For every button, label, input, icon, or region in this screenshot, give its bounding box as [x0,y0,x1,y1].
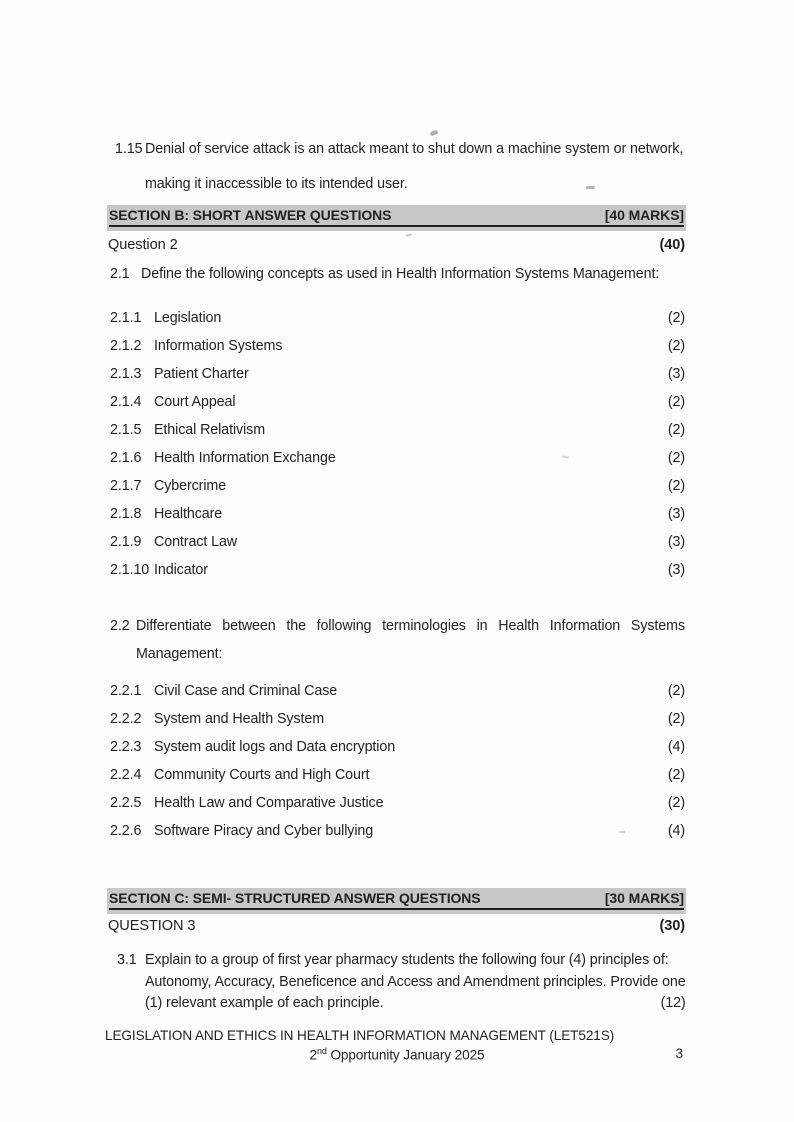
item-marks: (3) [667,506,685,522]
question-text: Define the following concepts as used in Health Information Systems Management: [141,266,660,282]
item-number: 2.2.2 [110,711,142,727]
list-item [110,444,685,472]
question-number: 1.15 [115,141,143,157]
item-text: System audit logs and Data encryption [154,739,396,755]
footer-opportunity-ordinal: nd [316,1046,327,1056]
item-number: 2.1.5 [110,422,142,438]
list-item [110,416,685,444]
question-3-marks: (30) [659,918,685,934]
list-item [110,817,685,845]
text-line: Explain to a group of first year pharmacy students the following four (4) principles of: [145,952,669,968]
item-marks: (3) [667,534,685,550]
question-2-2 [110,612,685,668]
list-item [110,304,685,332]
question-2-marks: (40) [659,237,685,253]
list-item [110,500,685,528]
item-number: 2.2.3 [110,739,142,755]
list-item [110,388,685,416]
section-c-marks: [30 MARKS] [604,890,684,906]
question-2-2-items [110,677,685,845]
item-number: 2.1.2 [110,338,142,354]
item-marks: (2) [667,450,685,466]
text-line-content: (1) relevant example of each principle. [145,995,384,1011]
section-b-header-bar [107,205,686,231]
item-text: Court Appeal [154,394,236,410]
item-number: 2.1.1 [110,310,142,326]
item-text: Ethical Relativism [154,422,266,438]
item-text: Healthcare [154,506,223,522]
text-line: Management: [136,646,223,662]
item-marks: (2) [667,478,685,494]
item-text: Contract Law [154,534,238,550]
item-text: Indicator [154,562,208,578]
list-item [110,761,685,789]
item-marks: (2) [667,310,685,326]
text-line [145,993,686,1015]
question-2-1-items [110,304,685,584]
item-text: Health Law and Comparative Justice [154,795,384,811]
question-text [136,612,685,668]
footer-course-title: LEGISLATION AND ETHICS IN HEALTH INFORMATION MANAGEMENT (LET521S) [105,1028,615,1043]
item-marks: (3) [667,366,685,382]
list-item [110,789,685,817]
list-item [110,332,685,360]
list-item [110,556,685,584]
item-number: 2.1.4 [110,394,142,410]
item-text: System and Health System [154,711,325,727]
item-number: 2.1.9 [110,534,142,550]
item-marks: (3) [667,562,685,578]
text-line: Denial of service attack is an attack meant to shut down a machine system or network, [145,141,684,157]
question-2-heading [108,237,685,253]
list-item [110,733,685,761]
item-marks: (12) [660,995,686,1011]
item-number: 2.1.10 [110,562,150,578]
question-text [145,950,686,1015]
section-c-header-bar [107,888,686,914]
question-number: 3.1 [117,952,137,968]
item-text: Patient Charter [154,366,249,382]
item-number: 2.1.8 [110,506,142,522]
item-text: Cybercrime [154,478,227,494]
section-c-header-inner [109,890,684,910]
item-text: Community Courts and High Court [154,767,370,783]
item-number: 2.1.6 [110,450,142,466]
footer-page-number: 3 [675,1046,683,1061]
list-item [110,528,685,556]
item-marks: (2) [667,394,685,410]
item-marks: (2) [667,795,685,811]
question-3-label: QUESTION 3 [108,918,196,934]
text-line: Differentiate between the following terminologies in Health Information Systems [136,618,685,634]
question-1-15 [115,132,689,202]
item-number: 2.2.4 [110,767,142,783]
question-number: 2.1 [110,266,130,282]
item-marks: (2) [667,683,685,699]
section-b-marks: [40 MARKS] [604,207,684,223]
question-3-heading [108,918,685,934]
item-marks: (4) [667,823,685,839]
item-number: 2.1.7 [110,478,142,494]
text-line: making it inaccessible to its intended user. [145,176,408,192]
list-item [110,360,685,388]
section-c-title: SECTION C: SEMI- STRUCTURED ANSWER QUESTIONS [109,890,481,906]
section-b-title: SECTION B: SHORT ANSWER QUESTIONS [109,207,392,223]
list-item [110,705,685,733]
item-text: Information Systems [154,338,283,354]
question-number: 2.2 [110,618,130,634]
item-marks: (2) [667,711,685,727]
footer-opportunity-number: 2 [309,1047,317,1063]
question-3-1 [117,950,685,1015]
item-number: 2.1.3 [110,366,142,382]
item-marks: (2) [667,767,685,783]
item-text: Software Piracy and Cyber bullying [154,823,374,839]
question-2-label: Question 2 [108,237,178,253]
item-marks: (2) [667,422,685,438]
text-line: Autonomy, Accuracy, Beneficence and Access and Amendment principles. Provide one [145,973,686,990]
item-number: 2.2.6 [110,823,142,839]
list-item [110,472,685,500]
item-number: 2.2.1 [110,683,142,699]
item-text: Civil Case and Criminal Case [154,683,338,699]
item-text: Health Information Exchange [154,450,336,466]
question-text [145,132,689,202]
list-item [110,677,685,705]
item-marks: (2) [667,338,685,354]
question-2-1 [110,266,685,282]
section-b-header-inner [109,207,684,227]
footer-opportunity-text: Opportunity January 2025 [326,1047,485,1063]
item-marks: (4) [667,739,685,755]
item-number: 2.2.5 [110,795,142,811]
item-text: Legislation [154,310,222,326]
